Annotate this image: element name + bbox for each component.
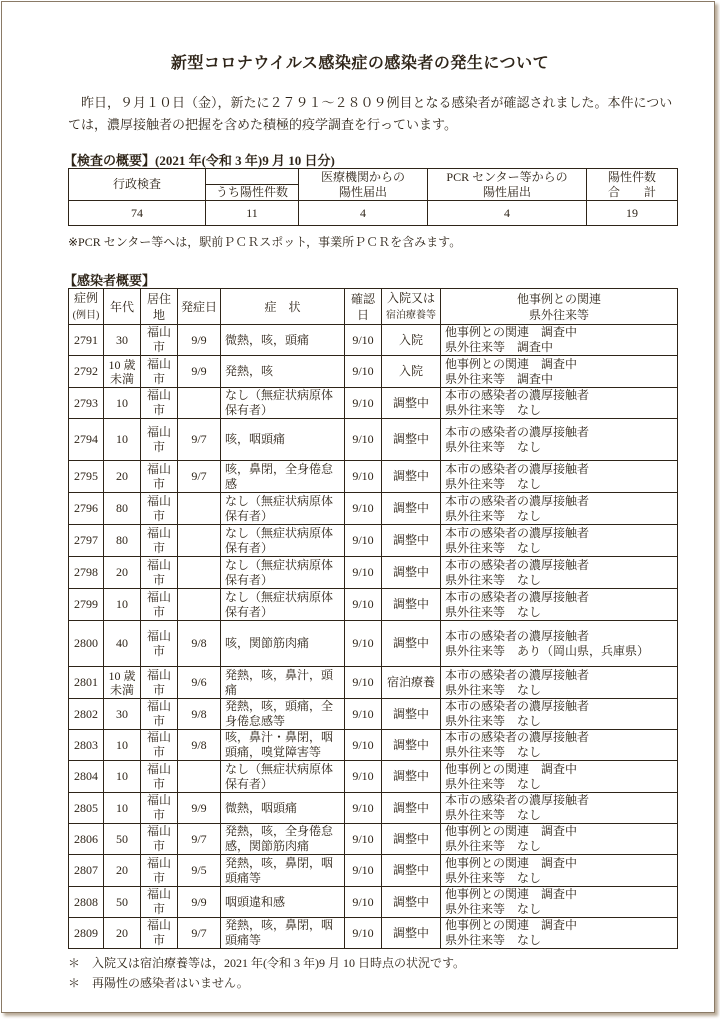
onset-date: 9/9: [178, 793, 221, 824]
symptoms: 咽頭違和感: [221, 887, 345, 918]
residence: 福山市: [141, 557, 178, 589]
symptoms: 発熱，咳: [221, 356, 345, 388]
hospital-status: 調整中: [382, 699, 441, 730]
onset-date: 9/7: [178, 419, 221, 461]
intro-paragraph: 昨日，９月１０日（金），新たに２７９１～２８０９例目となる感染者が確認されました。本件については，濃厚接触者の把握を含めた積極的疫学調査を行っています。: [68, 95, 673, 132]
relation: [441, 761, 678, 793]
hospital-status: 調整中: [382, 419, 441, 461]
hospital-status: 調整中: [382, 525, 441, 557]
confirmed-date: 9/10: [345, 887, 382, 918]
symptoms: 発熱，咳，全身倦怠感，関節筋肉痛: [221, 824, 345, 855]
case-number: 2805: [69, 793, 104, 824]
age-group: 80: [104, 525, 141, 557]
header-medical: 医療機関からの 陽性届出: [299, 169, 428, 201]
confirmed-date: 9/10: [345, 461, 382, 493]
relation-other-cases: 本市の感染者の濃厚接触者: [445, 424, 590, 439]
relation-travel: 県外往来等 なし: [445, 776, 542, 791]
symptoms: なし（無症状病原体保有者）: [221, 525, 345, 557]
relation-other-cases: 他事例との関連 調査中: [445, 824, 578, 838]
value-admin-positive: 11: [206, 201, 299, 226]
confirmed-date: 9/10: [345, 419, 382, 461]
onset-date: 9/5: [178, 855, 221, 887]
symptoms: なし（無症状病原体保有者）: [221, 388, 345, 419]
relation-travel: 県外往来等 なし: [445, 403, 542, 417]
case-number: 2796: [69, 493, 104, 525]
relation-other-cases: 他事例との関連 調査中: [445, 325, 578, 339]
col-symptoms: 症 状: [221, 289, 345, 325]
symptoms: なし（無症状病原体保有者）: [221, 761, 345, 793]
residence: 福山市: [141, 356, 178, 388]
case-number: 2800: [69, 621, 104, 667]
onset-date: [178, 589, 221, 621]
relation-other-cases: 本市の感染者の濃厚接触者: [445, 461, 590, 476]
onset-date: 9/9: [178, 356, 221, 388]
summary-table: [68, 168, 678, 226]
hospital-status: 調整中: [382, 793, 441, 824]
relation: [441, 667, 678, 699]
relation: [441, 388, 678, 419]
onset-date: 9/9: [178, 325, 221, 356]
relation: [441, 918, 678, 949]
relation-other-cases: 他事例との関連 調査中: [445, 761, 578, 776]
relation-other-cases: 本市の感染者の濃厚接触者: [445, 557, 590, 572]
case-number: 2793: [69, 388, 104, 419]
col-relation: 他事例との関連 県外往来等: [441, 289, 678, 325]
relation-other-cases: 他事例との関連 調査中: [445, 356, 578, 371]
relation: [441, 419, 678, 461]
residence: 福山市: [141, 699, 178, 730]
hospital-status: 調整中: [382, 824, 441, 855]
table-row: [69, 793, 678, 824]
case-number: 2799: [69, 589, 104, 621]
cases-table: [68, 288, 678, 949]
relation: [441, 824, 678, 855]
relation-travel: 県外往来等 なし: [445, 604, 542, 619]
onset-date: [178, 557, 221, 589]
relation-other-cases: 他事例との関連 調査中: [445, 887, 578, 901]
relation-travel: 県外往来等 なし: [445, 902, 542, 916]
confirmed-date: 9/10: [345, 621, 382, 667]
relation: [441, 356, 678, 388]
age-group: 50: [104, 887, 141, 918]
hospital-status: 調整中: [382, 461, 441, 493]
onset-date: [178, 388, 221, 419]
age-group: 30: [104, 699, 141, 730]
symptoms: 発熱，咳，頭痛，全身倦怠感等: [221, 699, 345, 730]
confirmed-date: 9/10: [345, 761, 382, 793]
age-group: 30: [104, 325, 141, 356]
onset-date: [178, 761, 221, 793]
relation-other-cases: 他事例との関連 調査中: [445, 855, 578, 870]
confirmed-date: 9/10: [345, 824, 382, 855]
relation-travel: 県外往来等 調査中: [445, 371, 554, 386]
confirmed-date: 9/10: [345, 388, 382, 419]
hospital-status: 調整中: [382, 730, 441, 761]
table-row: [69, 493, 678, 525]
hospital-status: 調整中: [382, 493, 441, 525]
onset-date: 9/7: [178, 461, 221, 493]
hospital-status: 調整中: [382, 855, 441, 887]
relation: [441, 325, 678, 356]
table-row: [69, 388, 678, 419]
case-number: 2809: [69, 918, 104, 949]
table-row: [69, 356, 678, 388]
age-group: 10: [104, 388, 141, 419]
relation-travel: 県外往来等 なし: [445, 870, 542, 885]
case-number: 2807: [69, 855, 104, 887]
relation-other-cases: 本市の感染者の濃厚接触者: [445, 589, 590, 604]
residence: 福山市: [141, 761, 178, 793]
residence: 福山市: [141, 325, 178, 356]
age-group: 10: [104, 730, 141, 761]
col-age: 年代: [104, 289, 141, 325]
relation: [441, 461, 678, 493]
age-group: 20: [104, 557, 141, 589]
relation: [441, 730, 678, 761]
relation-travel: 県外往来等 なし: [445, 572, 542, 587]
table-row: [69, 730, 678, 761]
onset-date: 9/8: [178, 621, 221, 667]
relation: [441, 493, 678, 525]
case-number: 2798: [69, 557, 104, 589]
hospital-status: 入院: [382, 325, 441, 356]
case-number: 2802: [69, 699, 104, 730]
relation: [441, 621, 678, 667]
relation-other-cases: 本市の感染者の濃厚接触者: [445, 667, 590, 682]
confirmed-date: 9/10: [345, 325, 382, 356]
hospital-status: 調整中: [382, 589, 441, 621]
relation-travel: 県外往来等 なし: [445, 745, 542, 759]
relation-other-cases: 本市の感染者の濃厚接触者: [445, 730, 590, 744]
relation-other-cases: 本市の感染者の濃厚接触者: [445, 793, 590, 807]
case-number: 2797: [69, 525, 104, 557]
relation: [441, 855, 678, 887]
table-row: [69, 761, 678, 793]
confirmed-date: 9/10: [345, 493, 382, 525]
confirmed-date: 9/10: [345, 356, 382, 388]
confirmed-date: 9/10: [345, 589, 382, 621]
table-row: [69, 525, 678, 557]
relation-travel: 県外往来等 なし: [445, 439, 542, 454]
table-row: [69, 918, 678, 949]
table-row: [69, 621, 678, 667]
onset-date: 9/7: [178, 824, 221, 855]
summary-note: ※PCR センター等へは，駅前ＰＣＲスポット，事業所ＰＣＲを含みます。: [68, 235, 462, 249]
symptoms: なし（無症状病原体保有者）: [221, 493, 345, 525]
relation: [441, 699, 678, 730]
residence: 福山市: [141, 621, 178, 667]
relation-travel: 県外往来等 なし: [445, 933, 542, 947]
symptoms: なし（無症状病原体保有者）: [221, 557, 345, 589]
relation-travel: 県外往来等 なし: [445, 682, 542, 697]
onset-date: 9/7: [178, 918, 221, 949]
symptoms: 微熱，咽頭痛: [221, 793, 345, 824]
age-group: 10: [104, 793, 141, 824]
relation-other-cases: 本市の感染者の濃厚接触者: [445, 628, 590, 643]
symptoms: なし（無症状病原体保有者）: [221, 589, 345, 621]
hospital-status: 調整中: [382, 887, 441, 918]
cases-note-2: ＊ 再陽性の感染者はいません。: [68, 976, 249, 990]
table-row: [69, 667, 678, 699]
value-pcr: 4: [428, 201, 587, 226]
symptoms: 発熱，咳，鼻閉，咽頭痛等: [221, 855, 345, 887]
symptoms: 咳，鼻閉，全身倦怠感: [221, 461, 345, 493]
symptoms: 微熱，咳，頭痛: [221, 325, 345, 356]
case-number: 2806: [69, 824, 104, 855]
page-title: 新型コロナウイルス感染症の感染者の発生について: [170, 55, 550, 72]
cases-note-1: ＊ 入院又は宿泊療養等は，2021 年(令和 3 年)9 月 10 日時点の状況です。: [68, 956, 466, 970]
case-number: 2808: [69, 887, 104, 918]
col-confirmed: 確認日: [345, 289, 382, 325]
confirmed-date: 9/10: [345, 730, 382, 761]
onset-date: 9/8: [178, 730, 221, 761]
residence: 福山市: [141, 525, 178, 557]
header-admin: 行政検査: [69, 169, 206, 201]
case-number: 2795: [69, 461, 104, 493]
residence: 福山市: [141, 461, 178, 493]
col-hospital: 入院又は 宿泊療養等: [382, 289, 441, 325]
residence: 福山市: [141, 388, 178, 419]
relation: [441, 589, 678, 621]
symptoms: 咳，鼻汁・鼻閉，咽頭痛，嗅覚障害等: [221, 730, 345, 761]
value-admin: 74: [69, 201, 206, 226]
confirmed-date: 9/10: [345, 793, 382, 824]
relation: [441, 525, 678, 557]
residence: 福山市: [141, 667, 178, 699]
summary-heading: 【検査の概要】(2021 年(令和 3 年)9 月 10 日分): [64, 153, 335, 168]
relation-travel: 県外往来等 なし: [445, 714, 542, 728]
table-row: [69, 325, 678, 356]
hospital-status: 調整中: [382, 557, 441, 589]
case-number: 2792: [69, 356, 104, 388]
table-row: [69, 887, 678, 918]
residence: 福山市: [141, 793, 178, 824]
relation: [441, 887, 678, 918]
age-group: 20: [104, 855, 141, 887]
col-onset: 発症日: [178, 289, 221, 325]
table-row: [69, 589, 678, 621]
residence: 福山市: [141, 887, 178, 918]
hospital-status: 入院: [382, 356, 441, 388]
table-row: [69, 461, 678, 493]
confirmed-date: 9/10: [345, 918, 382, 949]
relation-other-cases: 本市の感染者の濃厚接触者: [445, 493, 590, 508]
relation-other-cases: 他事例との関連 調査中: [445, 918, 578, 932]
age-group: 10: [104, 419, 141, 461]
relation-travel: 県外往来等 なし: [445, 839, 542, 853]
age-group: 20: [104, 461, 141, 493]
relation-travel: 県外往来等 なし: [445, 540, 542, 555]
value-medical: 4: [299, 201, 428, 226]
table-row: [69, 419, 678, 461]
residence: 福山市: [141, 493, 178, 525]
relation-travel: 県外往来等 なし: [445, 476, 542, 491]
hospital-status: 宿泊療養: [382, 667, 441, 699]
residence: 福山市: [141, 730, 178, 761]
onset-date: 9/6: [178, 667, 221, 699]
col-residence: 居住地: [141, 289, 178, 325]
residence: 福山市: [141, 824, 178, 855]
relation: [441, 557, 678, 589]
relation-travel: 県外往来等 あり（岡山県，兵庫県）: [445, 643, 650, 658]
hospital-status: 調整中: [382, 918, 441, 949]
case-number: 2801: [69, 667, 104, 699]
age-group: 50: [104, 824, 141, 855]
residence: 福山市: [141, 589, 178, 621]
onset-date: [178, 493, 221, 525]
table-row: [69, 824, 678, 855]
onset-date: [178, 525, 221, 557]
relation-other-cases: 本市の感染者の濃厚接触者: [445, 699, 590, 713]
confirmed-date: 9/10: [345, 525, 382, 557]
age-group: 10: [104, 589, 141, 621]
case-number: 2791: [69, 325, 104, 356]
header-pcr: PCR センター等からの 陽性届出: [428, 169, 587, 201]
residence: 福山市: [141, 855, 178, 887]
relation-travel: 県外往来等 調査中: [445, 340, 554, 354]
table-row: [69, 855, 678, 887]
header-total: 陽性件数 合 計: [587, 169, 678, 201]
age-group: 80: [104, 493, 141, 525]
onset-date: 9/8: [178, 699, 221, 730]
age-group: 10 歳未満: [104, 667, 141, 699]
hospital-status: 調整中: [382, 621, 441, 667]
age-group: 10 歳未満: [104, 356, 141, 388]
relation-other-cases: 本市の感染者の濃厚接触者: [445, 525, 590, 540]
symptoms: 発熱，咳，鼻閉，咽頭痛等: [221, 918, 345, 949]
residence: 福山市: [141, 918, 178, 949]
onset-date: 9/9: [178, 887, 221, 918]
case-number: 2794: [69, 419, 104, 461]
age-group: 10: [104, 761, 141, 793]
case-number: 2803: [69, 730, 104, 761]
case-number: 2804: [69, 761, 104, 793]
symptoms: 発熱，咳，鼻汁，頭痛: [221, 667, 345, 699]
residence: 福山市: [141, 419, 178, 461]
value-total: 19: [587, 201, 678, 226]
col-case: 症例 (例目): [69, 289, 104, 325]
confirmed-date: 9/10: [345, 557, 382, 589]
header-admin-positive: うち陽性件数: [206, 185, 299, 201]
age-group: 40: [104, 621, 141, 667]
relation: [441, 793, 678, 824]
table-row: [69, 699, 678, 730]
symptoms: 咳，咽頭痛: [221, 419, 345, 461]
symptoms: 咳，関節筋肉痛: [221, 621, 345, 667]
age-group: 20: [104, 918, 141, 949]
relation-travel: 県外往来等 なし: [445, 508, 542, 523]
relation-travel: 県外往来等 なし: [445, 808, 542, 822]
header-blank: [206, 169, 299, 185]
hospital-status: 調整中: [382, 388, 441, 419]
table-row: [69, 557, 678, 589]
cases-heading: 【感染者概要】: [64, 273, 156, 288]
relation-other-cases: 本市の感染者の濃厚接触者: [445, 388, 590, 402]
hospital-status: 調整中: [382, 761, 441, 793]
confirmed-date: 9/10: [345, 699, 382, 730]
confirmed-date: 9/10: [345, 855, 382, 887]
confirmed-date: 9/10: [345, 667, 382, 699]
